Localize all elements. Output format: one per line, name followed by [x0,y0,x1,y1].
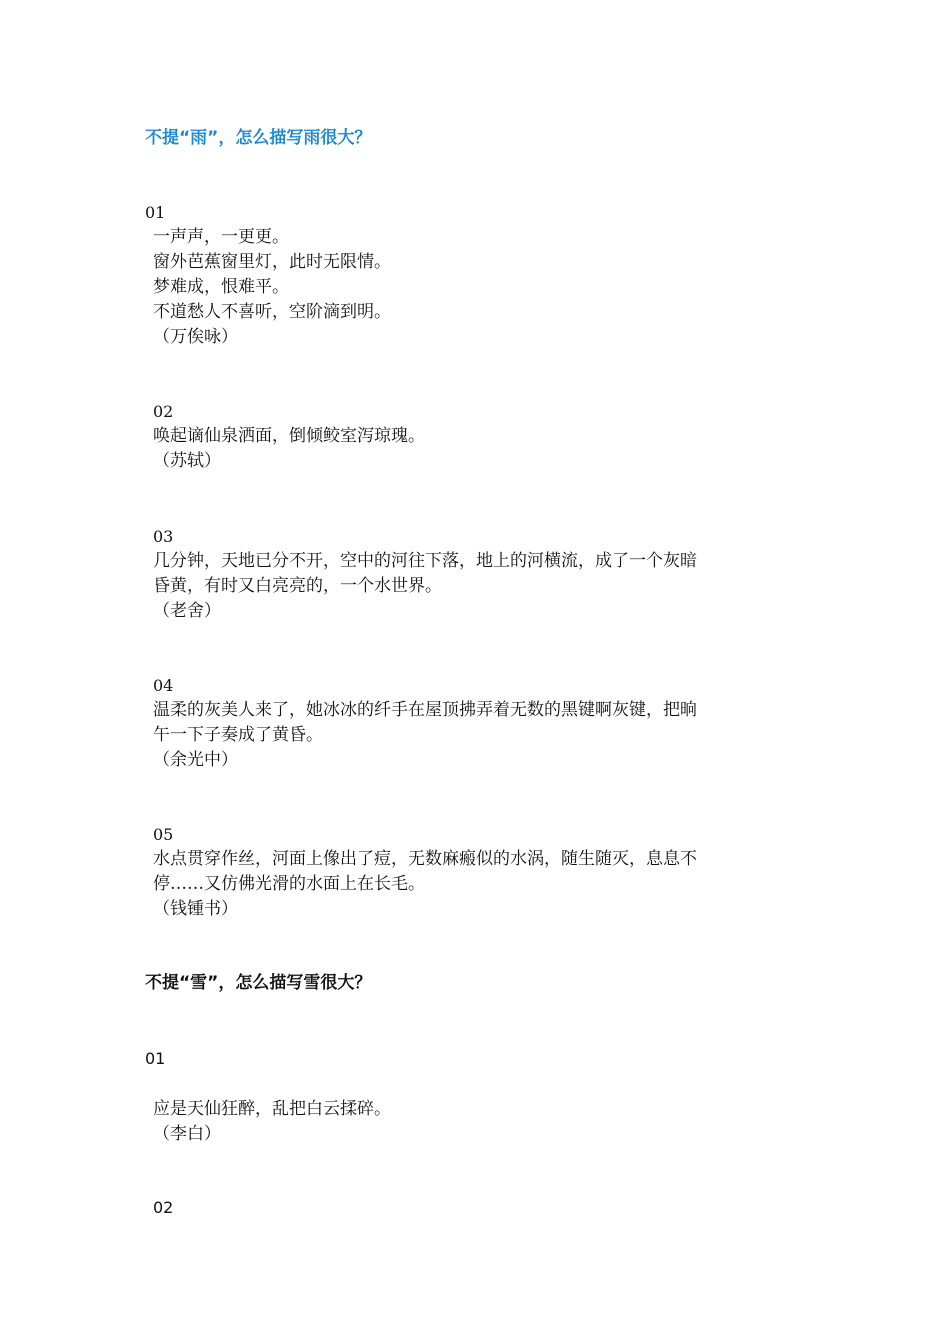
snow-item-1-number: 01 [145,1049,166,1068]
rain-section-heading: 不提“雨”，怎么描写雨很大？ [145,128,372,148]
rain-item-4-number: 04 [153,676,174,695]
rain-item-5-line-2: 停……又仿佛光滑的水面上在长毛。 [153,874,425,894]
snow-item-1-author: （李白） [153,1124,221,1144]
rain-item-1-number: 01 [145,203,166,222]
rain-item-1-line-2: 窗外芭蕉窗里灯，此时无限情。 [153,252,391,272]
rain-item-4-author: （余光中） [153,750,238,770]
snow-item-2-number: 02 [153,1198,174,1217]
rain-item-2-author: （苏轼） [153,451,221,471]
rain-item-4-line-2: 午一下子奏成了黄昏。 [153,725,323,745]
rain-item-2-line-1: 唤起谪仙泉洒面，倒倾鲛室泻琼瑰。 [153,426,425,446]
rain-item-5-author: （钱锺书） [153,899,238,919]
rain-item-3-number: 03 [153,527,174,546]
snow-item-1-line-1: 应是天仙狂醉，乱把白云揉碎。 [153,1099,391,1119]
rain-item-1-text [153,225,391,350]
rain-item-3-author: （老舍） [153,601,221,621]
rain-item-1-line-3: 梦难成，恨难平。 [153,277,289,297]
rain-item-2-number: 02 [153,402,174,421]
rain-item-5-line-1: 水点贯穿作丝，河面上像出了痘，无数麻瘢似的水涡，随生随灭，息息不 [153,849,697,869]
rain-item-2-text [153,424,425,474]
snow-section-heading: 不提“雪”，怎么描写雪很大？ [145,973,372,993]
rain-item-4-text [153,698,697,773]
rain-item-3-line-2: 昏黄，有时又白亮亮的，一个水世界。 [153,576,442,596]
rain-item-5-text [153,847,697,922]
rain-item-3-line-1: 几分钟，天地已分不开，空中的河往下落，地上的河横流，成了一个灰暗 [153,551,697,571]
rain-item-1-author: （万俟咏） [153,327,238,347]
rain-item-1-line-4: 不道愁人不喜听，空阶滴到明。 [153,302,391,322]
rain-item-1-line-1: 一声声，一更更。 [153,227,289,247]
rain-item-4-line-1: 温柔的灰美人来了，她冰冰的纤手在屋顶拂弄着无数的黑键啊灰键，把晌 [153,700,697,720]
snow-item-1-text [153,1097,391,1147]
rain-item-3-text [153,549,697,624]
rain-item-5-number: 05 [153,825,174,844]
